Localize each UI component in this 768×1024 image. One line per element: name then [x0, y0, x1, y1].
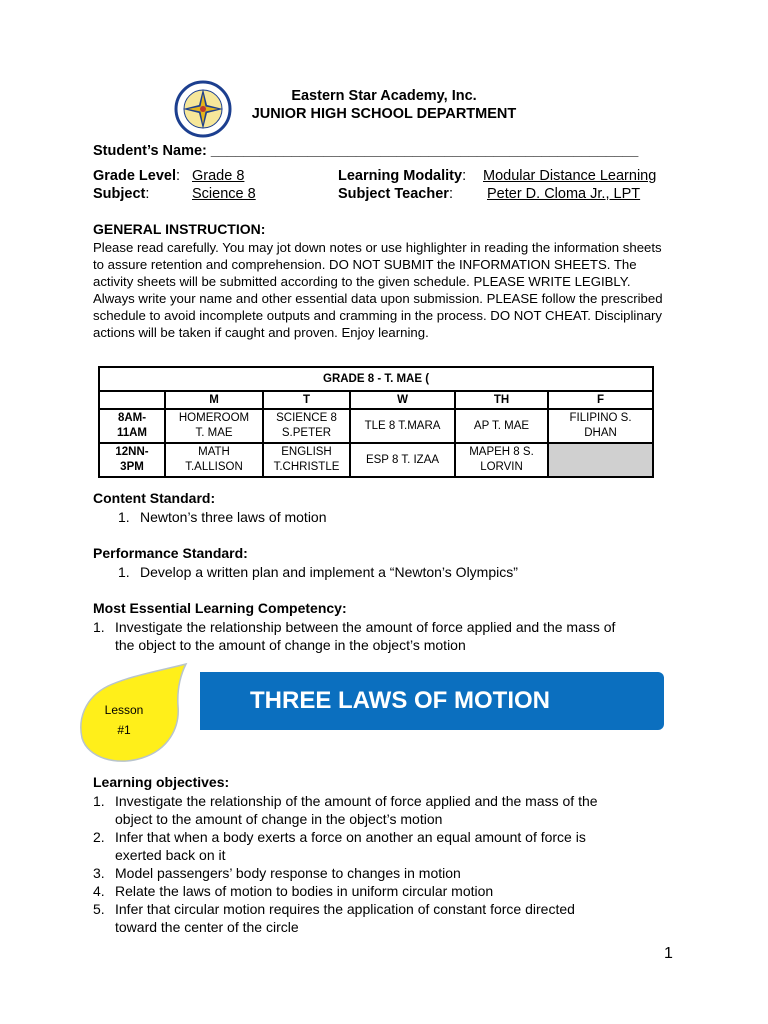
performance-standard-heading: Performance Standard:	[93, 545, 248, 561]
learning-objectives-heading: Learning objectives:	[93, 774, 230, 790]
lesson-title: THREE LAWS OF MOTION	[250, 687, 550, 714]
grade-level-value: Grade 8	[192, 168, 245, 184]
list-item: 4. Relate the laws of motion to bodies in uniform circular motion	[93, 883, 494, 899]
colon: :	[462, 168, 467, 184]
schedule-title: GRADE 8 - T. MAE (	[99, 367, 653, 391]
list-item: 1. Investigate the relationship between the amount of force applied and the mass of	[93, 619, 616, 635]
colon: :	[176, 168, 181, 184]
schedule-cell: HOMEROOM T. MAE	[165, 409, 263, 443]
student-name-row	[93, 143, 638, 159]
page-number: 1	[664, 945, 673, 962]
schedule-cell: TLE 8 T.MARA	[350, 409, 455, 443]
modality-row	[338, 168, 466, 184]
list-item: 2. Infer that when a body exerts a force on another an equal amount of force is	[93, 829, 586, 845]
list-item-continuation: toward the center of the circle	[115, 919, 299, 935]
corner-cell	[99, 391, 165, 409]
colon: :	[448, 186, 453, 202]
student-name-blank[interactable]: _____________________________________________________	[210, 143, 639, 159]
day-header: T	[263, 391, 350, 409]
day-header: F	[548, 391, 653, 409]
melc-heading: Most Essential Learning Competency:	[93, 600, 347, 616]
teacher-row	[338, 186, 453, 202]
general-instruction-heading: GENERAL INSTRUCTION:	[93, 221, 266, 237]
list-item: 5. Infer that circular motion requires the application of constant force directed	[93, 901, 575, 917]
colon: :	[145, 186, 150, 202]
day-header: M	[165, 391, 263, 409]
list-item: 1. Develop a written plan and implement a “Newton’s Olympics”	[118, 564, 518, 580]
general-instruction-body: Please read carefully. You may jot down notes or use highlighter in reading the information sheets to assure retention and comprehension. DO NOT SUBMIT the INFORMATION SHEETS. The activity sheets will be submitted according to the given schedule. PLEASE WRITE LEGIBLY. Always write your name and other essential data upon submission. PLEASE follow the prescribed schedule to avoid incomplete outputs and cramming in the process. DO NOT CHEAT. Disciplinary actions will be taken if caught and proven. Enjoy learning.	[93, 240, 663, 340]
schedule-cell: MATH T.ALLISON	[165, 443, 263, 477]
student-name-label: Student’s Name:	[93, 143, 207, 159]
schedule-cell: SCIENCE 8 S.PETER	[263, 409, 350, 443]
schedule-cell: ESP 8 T. IZAA	[350, 443, 455, 477]
subject-label: Subject	[93, 186, 146, 202]
schedule-empty-cell	[548, 443, 653, 477]
day-header: W	[350, 391, 455, 409]
department-name: JUNIOR HIGH SCHOOL DEPARTMENT	[251, 106, 517, 122]
time-slot: 8AM- 11AM	[99, 409, 165, 443]
schedule-cell: AP T. MAE	[455, 409, 548, 443]
list-item-continuation: object to the amount of change in the object’s motion	[115, 811, 443, 827]
schedule-row	[99, 409, 653, 443]
teacher-value: Peter D. Cloma Jr., LPT	[487, 186, 641, 202]
schedule-cell: ENGLISH T.CHRISTLE	[263, 443, 350, 477]
modality-label: Learning Modality	[338, 168, 463, 184]
day-header: TH	[455, 391, 548, 409]
list-item-continuation: exerted back on it	[115, 847, 226, 863]
grade-level-row	[93, 168, 180, 184]
list-item: 3. Model passengers’ body response to changes in motion	[93, 865, 461, 881]
subject-value: Science 8	[192, 186, 256, 202]
time-slot: 12NN- 3PM	[99, 443, 165, 477]
list-item-continuation: the object to the amount of change in the object’s motion	[115, 637, 466, 653]
class-schedule-table	[98, 366, 654, 478]
list-item: 1. Investigate the relationship of the amount of force applied and the mass of the	[93, 793, 598, 809]
list-item: 1. Newton’s three laws of motion	[118, 509, 327, 525]
subject-row	[93, 186, 149, 202]
schedule-cell: FILIPINO S. DHAN	[548, 409, 653, 443]
content-standard-heading: Content Standard:	[93, 490, 216, 506]
modality-value: Modular Distance Learning	[483, 168, 657, 184]
schedule-header-row	[99, 391, 653, 409]
teacher-label: Subject Teacher	[338, 186, 449, 202]
schedule-cell: MAPEH 8 S. LORVIN	[455, 443, 548, 477]
grade-level-label: Grade Level	[93, 168, 177, 184]
school-name: Eastern Star Academy, Inc.	[291, 88, 477, 104]
lesson-badge-label: Lesson #1	[104, 703, 144, 737]
schedule-row	[99, 443, 653, 477]
